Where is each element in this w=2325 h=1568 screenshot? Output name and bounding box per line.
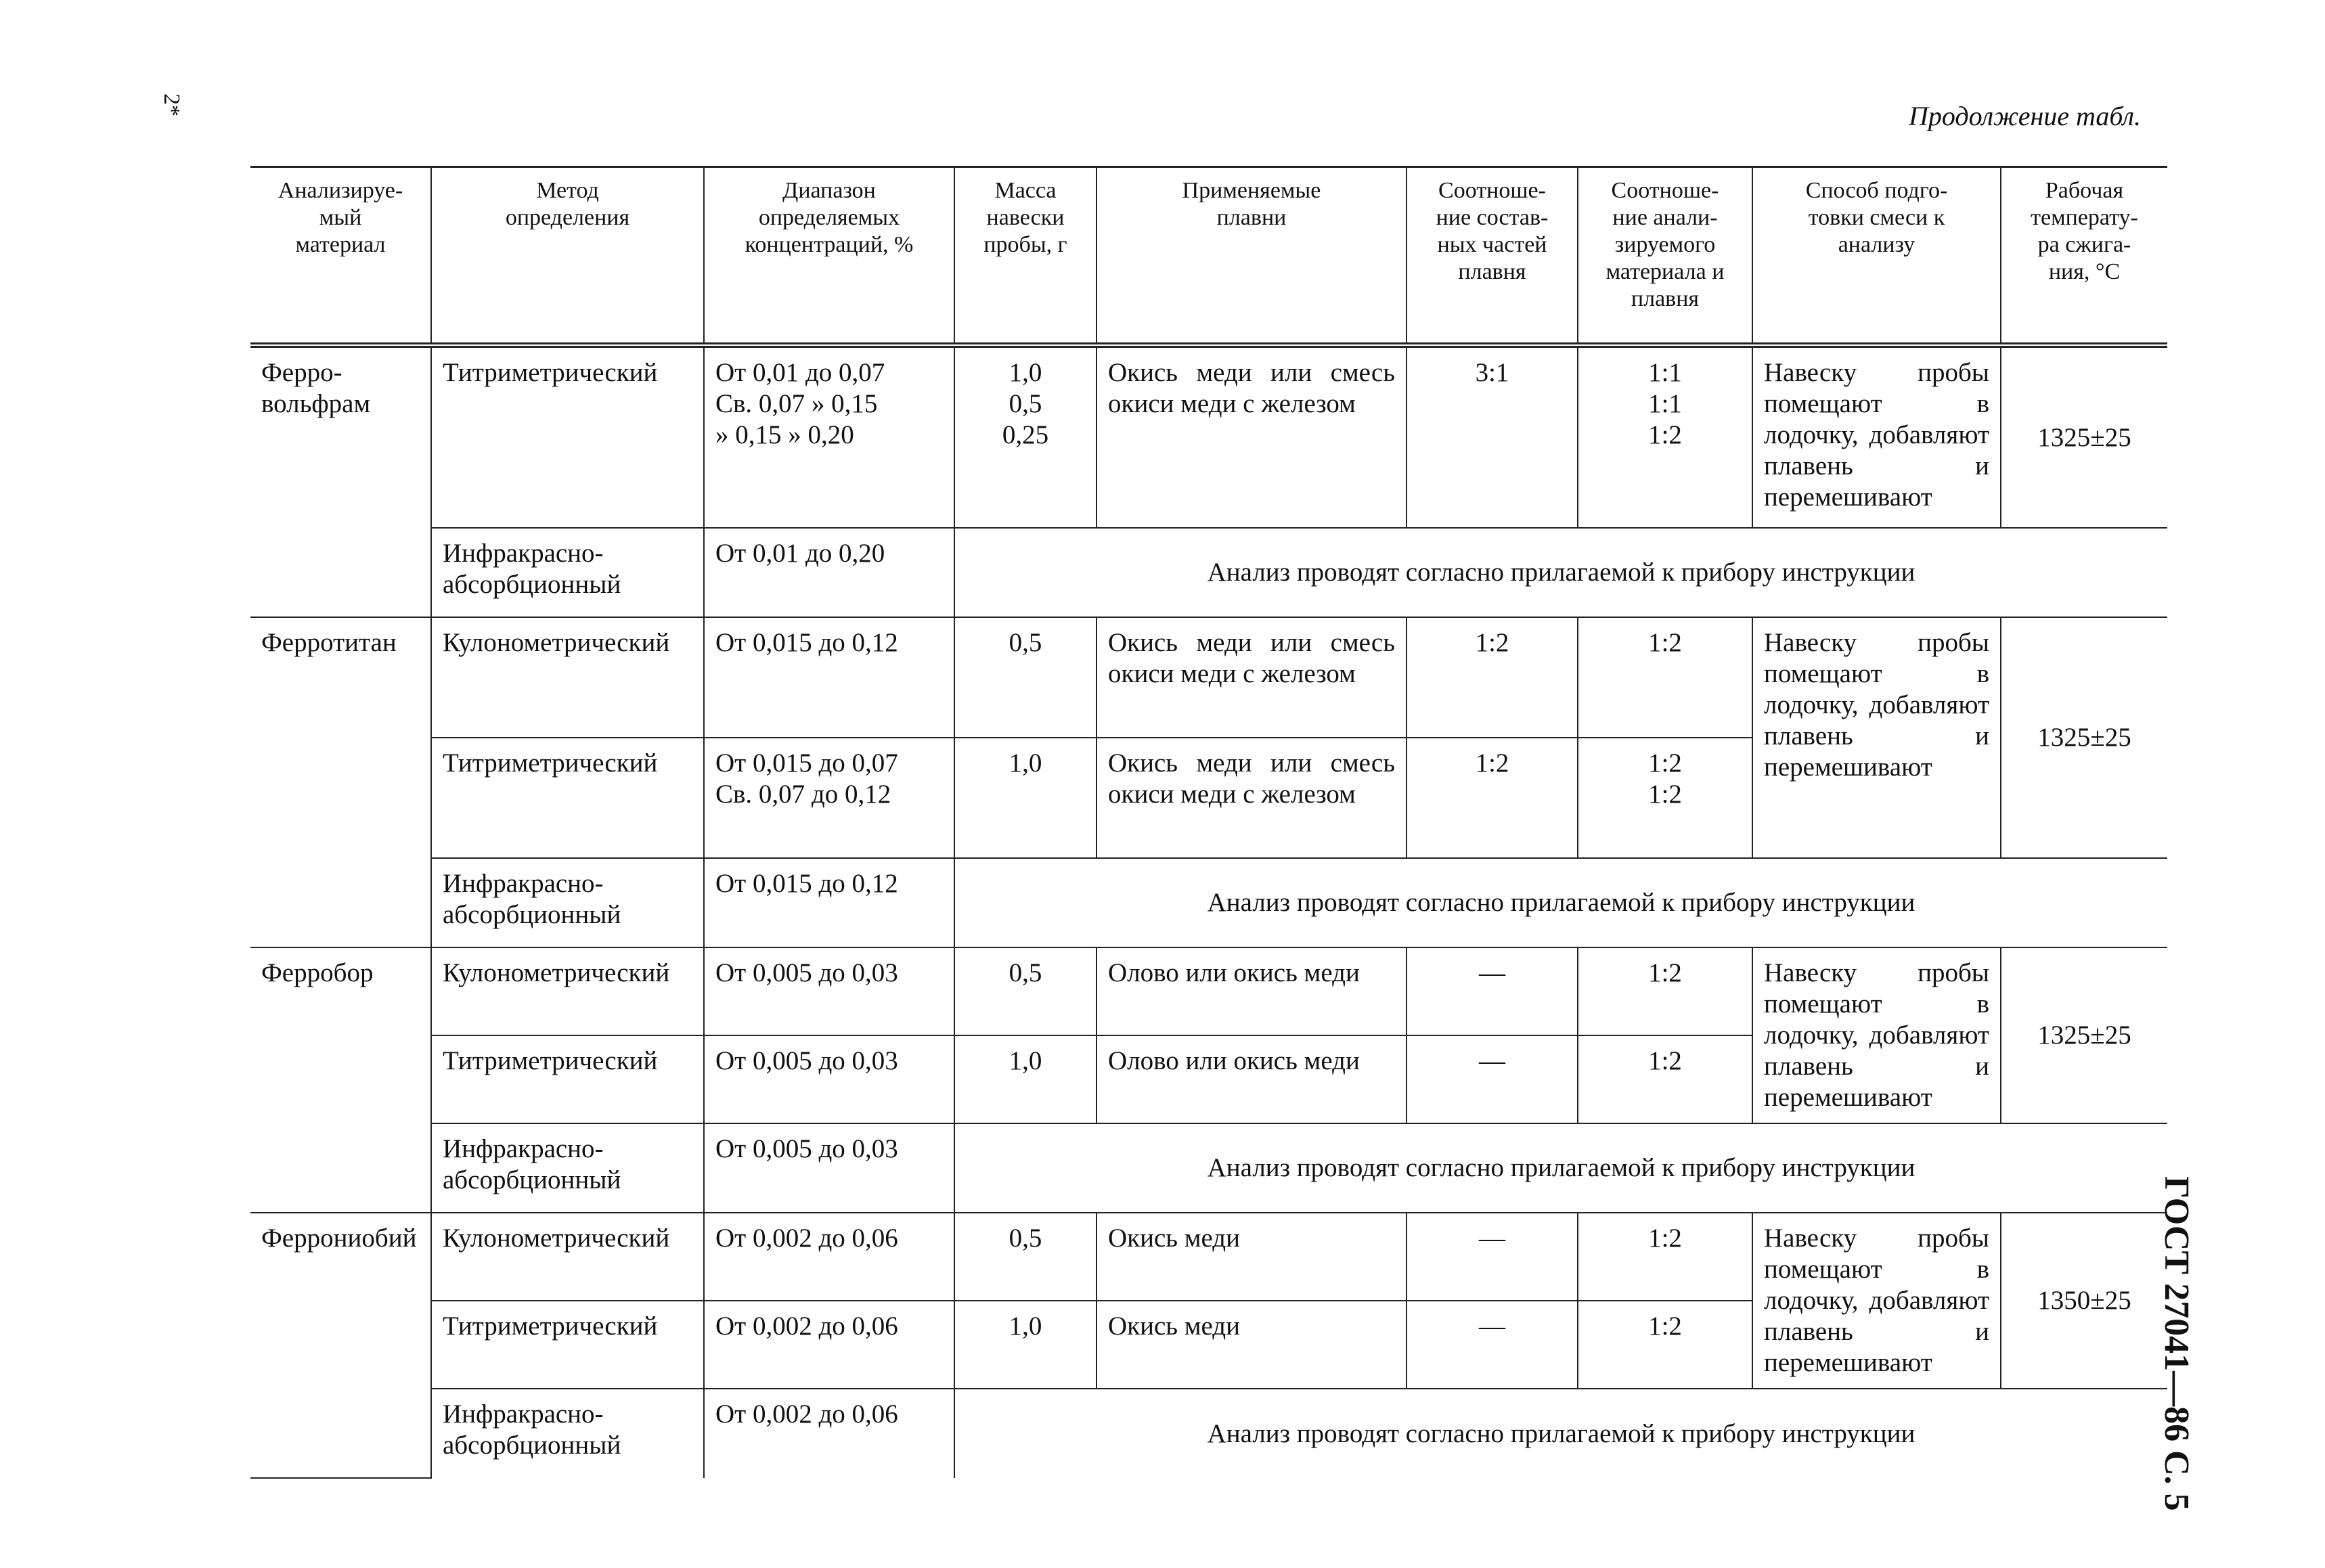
header-cell: Способ подго- товки смеси к анализу	[1752, 167, 2001, 346]
flux-ratio-cell: —	[1407, 1301, 1578, 1389]
method-cell: Кулонометрический	[431, 617, 704, 738]
note-cell: Анализ проводят согласно прилагаемой к прибору инструкции	[954, 858, 2167, 947]
flux-cell: Окись меди	[1097, 1213, 1407, 1301]
document-code: ГОСТ 27041—86 С. 5	[2157, 1176, 2196, 1511]
method-cell: Кулонометрический	[431, 1213, 704, 1301]
method-cell: Титриметрический	[431, 738, 704, 858]
table-row	[250, 345, 2167, 528]
range-cell: От 0,01 до 0,20	[704, 528, 954, 617]
range-cell: От 0,005 до 0,03	[704, 947, 954, 1035]
temperature-cell: 1325±25	[2001, 345, 2167, 528]
range-cell: От 0,002 до 0,06	[704, 1213, 954, 1301]
header-cell: Метод определения	[431, 167, 704, 346]
flux-ratio-cell: 3:1	[1407, 345, 1578, 528]
flux-cell: Олово или окись меди	[1097, 947, 1407, 1035]
table-row	[250, 1389, 2167, 1478]
flux-ratio-cell: 1:2	[1407, 738, 1578, 858]
method-cell: Инфракрасно-абсорбционный	[431, 858, 704, 947]
note-cell: Анализ проводят согласно прилагаемой к прибору инструкции	[954, 1389, 2167, 1478]
flux-cell: Окись меди или смесь окиси меди с железом	[1097, 617, 1407, 738]
continuation-label: Продолжение табл.	[1908, 101, 2141, 131]
table-row	[250, 947, 2167, 1035]
table-body	[250, 345, 2167, 1478]
mass-cell: 0,5	[954, 617, 1097, 738]
note-cell: Анализ проводят согласно прилагаемой к прибору инструкции	[954, 1123, 2167, 1213]
header-cell: Масса навески пробы, г	[954, 167, 1097, 346]
sample-ratio-cell: 1:2	[1578, 1301, 1752, 1389]
method-cell: Кулонометрический	[431, 947, 704, 1035]
header-cell: Диапазон определяемых концентраций, %	[704, 167, 954, 346]
preparation-cell: Навеску пробы помещают в лодочку, добавляют плавень и перемешивают	[1752, 345, 2001, 528]
flux-ratio-cell: —	[1407, 1035, 1578, 1123]
material-cell: Ферробор	[250, 947, 431, 1213]
sample-ratio-cell: 1:1 1:1 1:2	[1578, 345, 1752, 528]
header-cell: Соотноше- ние анали- зируемого материала и плавня	[1578, 167, 1752, 346]
range-cell: От 0,005 до 0,03	[704, 1035, 954, 1123]
flux-cell: Окись меди	[1097, 1301, 1407, 1389]
flux-ratio-cell: —	[1407, 1213, 1578, 1301]
method-cell: Инфракрасно-абсорбционный	[431, 1389, 704, 1478]
range-cell: От 0,002 до 0,06	[704, 1389, 954, 1478]
mass-cell: 0,5	[954, 947, 1097, 1035]
method-cell: Титриметрический	[431, 1035, 704, 1123]
header-cell: Применяемые плавни	[1097, 167, 1407, 346]
preparation-cell: Навеску пробы помещают в лодочку, добавляют плавень и перемешивают	[1752, 947, 2001, 1123]
range-cell: От 0,015 до 0,12	[704, 617, 954, 738]
note-cell: Анализ проводят согласно прилагаемой к прибору инструкции	[954, 528, 2167, 617]
range-cell: От 0,015 до 0,12	[704, 858, 954, 947]
table-row	[250, 528, 2167, 617]
range-cell: От 0,01 до 0,07 Св. 0,07 » 0,15 » 0,15 » 0,20	[704, 345, 954, 528]
method-cell: Титриметрический	[431, 1301, 704, 1389]
table-row	[250, 858, 2167, 947]
method-cell: Инфракрасно-абсорбционный	[431, 1123, 704, 1213]
mass-cell: 1,0	[954, 738, 1097, 858]
material-cell: Феррониобий	[250, 1213, 431, 1478]
material-cell: Ферротитан	[250, 617, 431, 947]
range-cell: От 0,002 до 0,06	[704, 1301, 954, 1389]
table-row	[250, 617, 2167, 738]
temperature-cell: 1325±25	[2001, 617, 2167, 858]
mass-cell: 0,5	[954, 1213, 1097, 1301]
header-cell: Соотноше- ние состав- ных частей плавня	[1407, 167, 1578, 346]
mass-cell: 1,0	[954, 1035, 1097, 1123]
header-cell: Рабочая температу- ра сжига- ния, °С	[2001, 167, 2167, 346]
sample-ratio-cell: 1:2	[1578, 1213, 1752, 1301]
material-cell: Ферро- вольфрам	[250, 345, 431, 617]
preparation-cell: Навеску пробы помещают в лодочку, добавляют плавень и перемешивают	[1752, 1213, 2001, 1389]
preparation-cell: Навеску пробы помещают в лодочку, добавляют плавень и перемешивают	[1752, 617, 2001, 858]
mass-cell: 1,0 0,5 0,25	[954, 345, 1097, 528]
flux-cell: Окись меди или смесь окиси меди с железом	[1097, 345, 1407, 528]
header-row	[250, 167, 2167, 346]
flux-cell: Олово или окись меди	[1097, 1035, 1407, 1123]
temperature-cell: 1350±25	[2001, 1213, 2167, 1389]
temperature-cell: 1325±25	[2001, 947, 2167, 1123]
mass-cell: 1,0	[954, 1301, 1097, 1389]
range-cell: От 0,005 до 0,03	[704, 1123, 954, 1213]
sample-ratio-cell: 1:2	[1578, 1035, 1752, 1123]
sample-ratio-cell: 1:2	[1578, 947, 1752, 1035]
flux-ratio-cell: —	[1407, 947, 1578, 1035]
range-cell: От 0,015 до 0,07 Св. 0,07 до 0,12	[704, 738, 954, 858]
page-mark: 2*	[159, 93, 184, 116]
analysis-table	[250, 166, 2167, 1479]
sample-ratio-cell: 1:2	[1578, 617, 1752, 738]
header-cell: Анализируе- мый материал	[250, 167, 431, 346]
table-row	[250, 1123, 2167, 1213]
method-cell: Титриметрический	[431, 345, 704, 528]
flux-cell: Окись меди или смесь окиси меди с железом	[1097, 738, 1407, 858]
method-cell: Инфракрасно-абсорбционный	[431, 528, 704, 617]
sample-ratio-cell: 1:2 1:2	[1578, 738, 1752, 858]
flux-ratio-cell: 1:2	[1407, 617, 1578, 738]
table-row	[250, 1213, 2167, 1301]
